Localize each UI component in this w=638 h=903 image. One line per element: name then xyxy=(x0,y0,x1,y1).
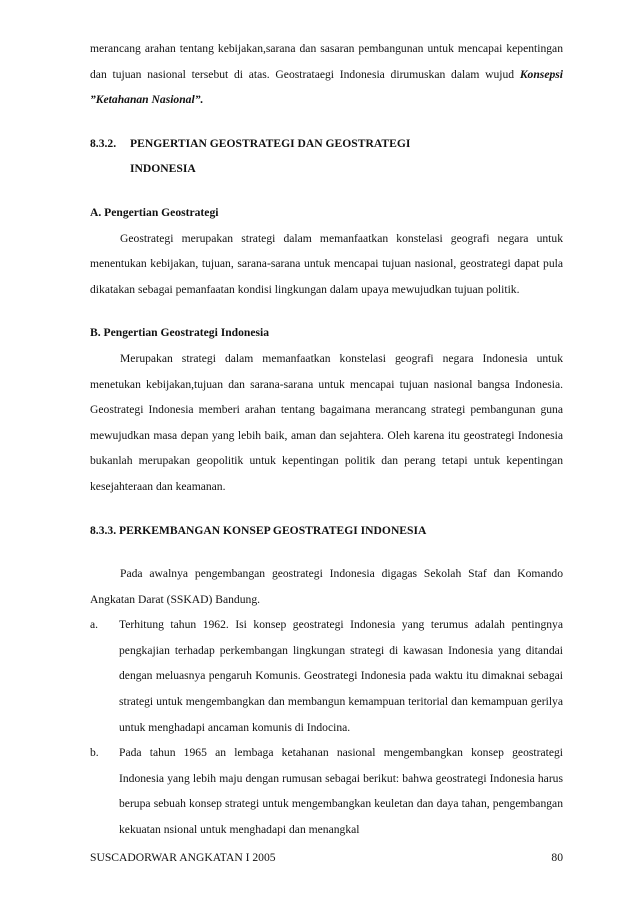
section-833-intro: Pada awalnya pengembangan geostrategi Indonesia digagas Sekolah Staf dan Komando Angkatan Darat (SSKAD) Bandung. xyxy=(90,567,563,606)
footer-title: SUSCADORWAR ANGKATAN I 2005 xyxy=(90,851,276,864)
list-item-text: Terhitung tahun 1962. Isi konsep geostrategi Indonesia yang terumus adalah pentingnya pengkajian terhadap perkembangan lingkungan strategi di kawasan Indonesia yang ditandai dengan meluasnya pengaruh Komunis. Geostrategi Indonesia pada waktu itu dimaknai sebagai strategi untuk mengembangkan dan membangun kemampuan teritorial dan kemampuan gerilya untuk menghadapi ancaman komunis di Indocina. xyxy=(119,618,563,734)
section-832-heading xyxy=(90,131,563,182)
section-832-title-line2: INDONESIA xyxy=(130,162,196,176)
section-832-number: 8.3.2. xyxy=(90,136,117,150)
page-number: 80 xyxy=(551,851,563,864)
page-footer xyxy=(90,848,563,868)
sub-a-paragraph xyxy=(90,226,563,303)
intro-text: merancang arahan tentang kebijakan,sarana dan sasaran pembangunan untuk mencapai kepentingan dan tujuan nasional tersebut di atas. Geostrataegi Indonesia dirumuskan dalam wujud xyxy=(90,42,563,81)
development-list xyxy=(90,612,563,842)
list-item xyxy=(90,740,563,842)
section-833-heading: 8.3.3. PERKEMBANGAN KONSEP GEOSTRATEGI INDONESIA xyxy=(90,523,427,537)
list-item xyxy=(90,612,563,740)
sub-a-text: Geostrategi merupakan strategi dalam memanfaatkan konstelasi geografi negara untuk menentukan kebijakan, tujuan, sarana-sarana untuk mencapai tujuan nasional, geostrategi dapat pula dikatakan sebagai pemanfaatan kondisi lingkungan dalam upaya mewujudkan tujuan politik. xyxy=(90,231,563,296)
section-833-intro-paragraph xyxy=(90,561,563,612)
document-page xyxy=(90,36,563,843)
section-832-title-line1: PENGERTIAN GEOSTRATEGI DAN GEOSTRATEGI xyxy=(130,136,411,150)
list-item-text: Pada tahun 1965 an lembaga ketahanan nasional mengembangkan konsep geostrategi Indonesia yang lebih maju dengan rumusan sebagai berikut: bahwa geostrategi Indonesia harus berupa sebuah konsep strategi untuk mengembangkan keuletan dan daya tahan, pengembangan kekuatan nsional untuk menghadapi dan menangkal xyxy=(119,746,563,837)
sub-a-heading: A. Pengertian Geostrategi xyxy=(90,205,219,219)
intro-emphasis: Konsepsi ”Ketahanan Nasional”. xyxy=(90,67,563,107)
list-item-marker: b. xyxy=(90,746,99,760)
sub-b-heading: B. Pengertian Geostrategi Indonesia xyxy=(90,326,270,340)
sub-b-text: Merupakan strategi dalam memanfaatkan konstelasi geografi negara Indonesia untuk menetukan kebijakan,tujuan dan sarana-sarana untuk mencapai tujuan nasional bangsa Indonesia. Geostrategi Indonesia memberi arahan tentang bagaimana merancang strategi pembangunan guna mewujudkan masa depan yang lebih baik, aman dan sejahtera. Oleh karena itu geostrategi Indonesia bukanlah merupakan geopolitik untuk kepentingan politik dan perang tetapi untuk kepentingan kesejahteraan dan keamanan. xyxy=(90,351,563,493)
intro-paragraph xyxy=(90,36,563,113)
list-item-marker: a. xyxy=(90,618,99,632)
sub-b-paragraph xyxy=(90,346,563,500)
